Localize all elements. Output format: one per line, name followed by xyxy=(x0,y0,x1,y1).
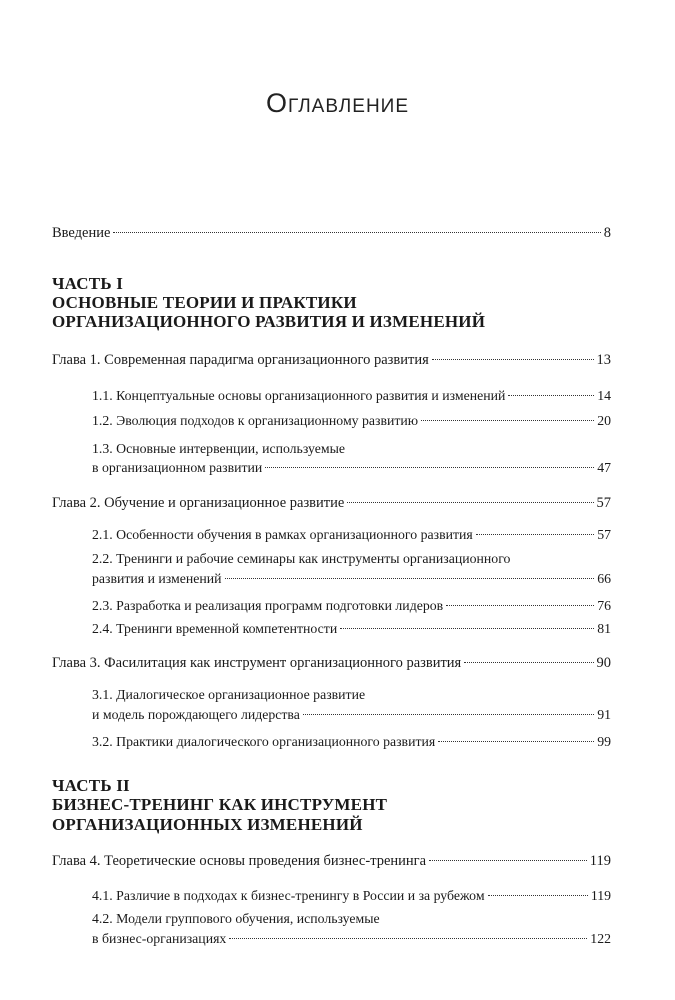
toc-entry-section-1-1[interactable] xyxy=(92,387,611,405)
toc-page-number: 14 xyxy=(597,388,611,403)
toc-page-number: 57 xyxy=(596,495,611,511)
toc-entry-label: 2.3. Разработка и реализация программ подготовки лидеров xyxy=(92,598,444,613)
leader-dots xyxy=(464,662,593,663)
leader-dots xyxy=(438,741,594,742)
toc-page-number: 76 xyxy=(597,598,611,613)
part-1-title-line2: ОРГАНИЗАЦИОННОГО РАЗВИТИЯ И ИЗМЕНЕНИЙ xyxy=(52,312,486,331)
leader-dots xyxy=(340,628,594,629)
leader-dots xyxy=(225,578,595,579)
toc-entry-label: в организационном развитии xyxy=(92,460,263,475)
toc-entry-section-1-3-line1: 1.3. Основные интервенции, используемые xyxy=(92,441,345,456)
toc-entry-label: Введение xyxy=(52,225,111,241)
toc-entry-label: Глава 2. Обучение и организационное развитие xyxy=(52,495,345,511)
toc-page-number: 99 xyxy=(597,734,611,749)
toc-entry-section-3-2[interactable] xyxy=(92,733,611,751)
toc-page-number: 90 xyxy=(596,655,611,671)
toc-page-number: 122 xyxy=(590,931,611,946)
toc-entry-label: Глава 4. Теоретические основы проведения бизнес-тренинга xyxy=(52,853,427,869)
page-title: Оглавление xyxy=(265,88,410,118)
leader-dots xyxy=(113,232,600,233)
toc-entry-section-3-1[interactable] xyxy=(92,706,611,724)
toc-entry-section-2-2-line1: 2.2. Тренинги и рабочие семинары как инструменты организационного xyxy=(92,551,511,566)
toc-entry-section-2-1[interactable] xyxy=(92,526,611,544)
part-2-label: ЧАСТЬ II xyxy=(52,776,130,795)
toc-entry-label: 2.4. Тренинги временной компетентности xyxy=(92,621,338,636)
leader-dots xyxy=(229,938,587,939)
toc-page-number: 119 xyxy=(589,853,611,869)
toc-entry-label: в бизнес-организациях xyxy=(92,931,227,946)
toc-entry-chapter-4[interactable] xyxy=(52,852,611,870)
part-1-label: ЧАСТЬ I xyxy=(52,274,124,293)
toc-entry-label: Глава 3. Фасилитация как инструмент организационного развития xyxy=(52,655,462,671)
toc-page-number: 91 xyxy=(597,707,611,722)
toc-page-number: 119 xyxy=(590,888,611,903)
toc-page-number: 66 xyxy=(597,571,611,586)
toc-entry-label: и модель порождающего лидерства xyxy=(92,707,300,722)
toc-entry-label: Глава 1. Современная парадигма организационного развития xyxy=(52,352,429,368)
toc-entry-label: развития и изменений xyxy=(92,571,222,586)
toc-entry-section-2-4[interactable] xyxy=(92,620,611,638)
leader-dots xyxy=(429,860,587,861)
toc-page-number: 57 xyxy=(597,527,611,542)
leader-dots xyxy=(347,502,593,503)
leader-dots xyxy=(432,359,594,360)
leader-dots xyxy=(265,467,594,468)
toc-entry-section-1-3[interactable] xyxy=(92,459,611,477)
toc-page-number: 8 xyxy=(603,225,611,241)
toc-entry-label: 4.1. Различие в подходах к бизнес-тренингу в России и за рубежом xyxy=(92,888,485,903)
toc-entry-label: 2.1. Особенности обучения в рамках организационного развития xyxy=(92,527,473,542)
toc-entry-chapter-3[interactable] xyxy=(52,654,611,672)
toc-entry-label: 3.2. Практики диалогического организационного развития xyxy=(92,734,436,749)
toc-entry-label: 1.1. Концептуальные основы организационного развития и изменений xyxy=(92,388,506,403)
part-2-title-line2: ОРГАНИЗАЦИОННЫХ ИЗМЕНЕНИЙ xyxy=(52,815,363,834)
toc-entry-section-4-2[interactable] xyxy=(92,930,611,948)
toc-entry-section-4-1[interactable] xyxy=(92,887,611,905)
toc-entry-section-1-2[interactable] xyxy=(92,412,611,430)
toc-entry-chapter-1[interactable] xyxy=(52,351,611,369)
leader-dots xyxy=(446,605,594,606)
part-2-title-line1: БИЗНЕС-ТРЕНИНГ КАК ИНСТРУМЕНТ xyxy=(52,795,388,814)
toc-page-number: 13 xyxy=(596,352,611,368)
toc-entry-section-4-2-line1: 4.2. Модели группового обучения, используемые xyxy=(92,911,380,926)
toc-page-number: 20 xyxy=(597,413,611,428)
leader-dots xyxy=(508,395,594,396)
toc-page-number: 81 xyxy=(597,621,611,636)
toc-entry-label: 1.2. Эволюция подходов к организационному развитию xyxy=(92,413,419,428)
leader-dots xyxy=(488,895,588,896)
toc-entry-section-2-2[interactable] xyxy=(92,570,611,588)
part-1-title-line1: ОСНОВНЫЕ ТЕОРИИ И ПРАКТИКИ xyxy=(52,293,357,312)
leader-dots xyxy=(421,420,594,421)
leader-dots xyxy=(476,534,594,535)
toc-entry-section-3-1-line1: 3.1. Диалогическое организационное развитие xyxy=(92,687,366,702)
leader-dots xyxy=(303,714,594,715)
toc-page-number: 47 xyxy=(597,460,611,475)
toc-entry-introduction[interactable] xyxy=(52,224,611,242)
toc-entry-chapter-2[interactable] xyxy=(52,494,611,512)
toc-entry-section-2-3[interactable] xyxy=(92,597,611,615)
